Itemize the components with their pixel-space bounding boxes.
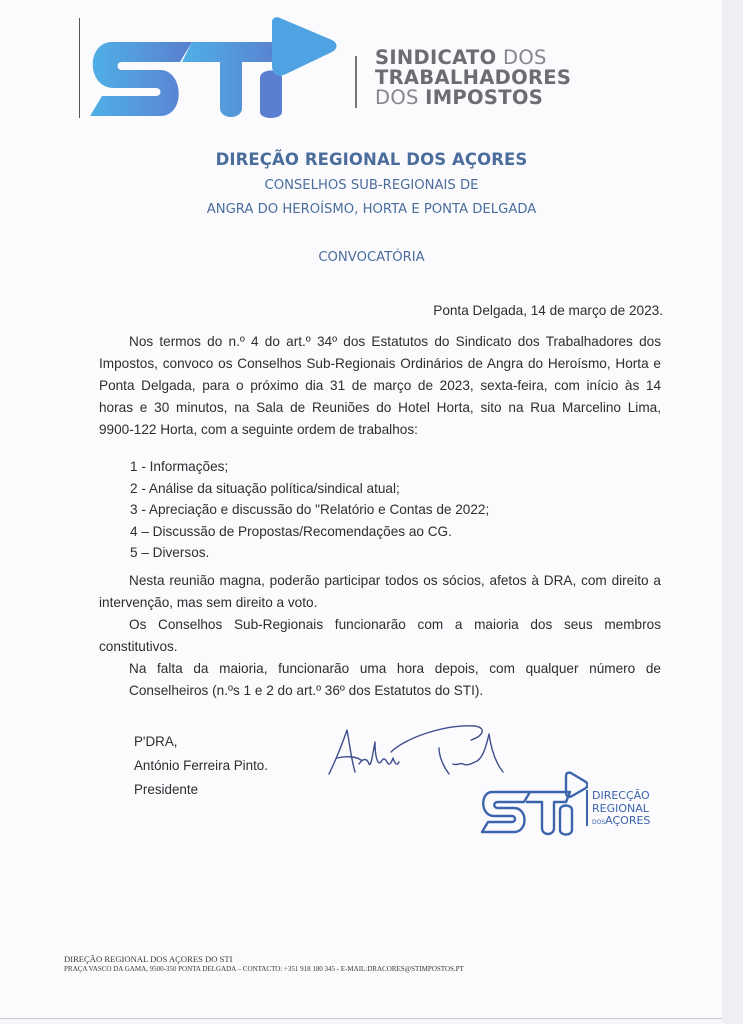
document-title: DIREÇÃO REGIONAL DOS AÇORES xyxy=(215,150,528,169)
regional-logo-line1: DIRECÇÃO xyxy=(592,789,650,802)
paragraph-line: 9900-122 Horta, com a seguinte ordem de trabalhos: xyxy=(99,422,418,437)
logo-divider xyxy=(355,56,357,108)
org-name-trabalhadores: TRABALHADORES xyxy=(375,66,572,89)
agenda-item: 5 – Diversos. xyxy=(130,545,210,561)
paragraph-line xyxy=(99,570,661,592)
agenda-item: 1 - Informações; xyxy=(130,459,229,474)
org-name xyxy=(375,48,571,108)
paragraph-line xyxy=(99,614,661,636)
paragraph-line: horas e 30 minutos, na Sala de Reuniões do Hotel Horta, sito na Rua Marcelino Lima, xyxy=(99,400,661,415)
paragraph-line: Conselheiros (n.ºs 1 e 2 do art.º 36º dos Estatutos do STI). xyxy=(129,683,484,698)
regional-logo-line3: AÇORES xyxy=(605,814,651,827)
sti-logo xyxy=(82,16,352,126)
signature-on-behalf: P'DRA, xyxy=(134,734,178,749)
agenda-list xyxy=(130,456,489,564)
document-type: CONVOCATÓRIA xyxy=(318,250,425,265)
footer-org: DIREÇÃO REGIONAL DOS AÇORES DO STI xyxy=(64,954,233,964)
header-rule xyxy=(79,18,80,118)
paragraph-line xyxy=(99,331,661,353)
paragraph-line: Impostos, convoco os Conselhos Sub-Regionais Ordinários de Angra do Heroísmo, Horta e xyxy=(99,356,661,371)
paragraph-convocation xyxy=(99,331,661,441)
document-subtitle-1: CONSELHOS SUB-REGIONAIS DE xyxy=(264,178,479,193)
footer-contact: PRAÇA VASCO DA GAMA, 9500-350 PONTA DELGADA – CONTACTO: +351 918 180 345 - E-MAIL:DRACORES@STIMPOSTOS.PT xyxy=(64,965,464,973)
paragraph-line: Ponta Delgada, para o próximo dia 31 de março de 2023, sexta-feira, com início às 14 xyxy=(99,378,661,393)
regional-logo-text xyxy=(592,790,650,830)
logo-letters: STI xyxy=(82,16,84,17)
signatory-role: Presidente xyxy=(134,782,199,797)
regional-sti-logo xyxy=(478,770,588,840)
agenda-item: 4 – Discussão de Propostas/Recomendações ao CG. xyxy=(130,523,452,539)
paragraph-participation xyxy=(99,570,661,614)
regional-logo-line2: REGIONAL xyxy=(592,801,649,815)
paragraph-fallback xyxy=(99,658,661,702)
regional-logo-divider xyxy=(586,790,588,826)
regional-logo-dos: DOS xyxy=(592,819,606,826)
signatory-name: António Ferreira Pinto. xyxy=(134,758,268,773)
paragraph-line-text: Nesta reunião magna, poderão participar todos os sócios, afetos à DRA, com direito a xyxy=(129,573,661,588)
paragraph-line-text: Na falta da maioria, funcionarão uma hora depois, com qualquer número de xyxy=(129,661,661,676)
agenda-item: 2 - Análise da situação política/sindical atual; xyxy=(130,480,400,496)
org-name-sindicato: SINDICATO xyxy=(375,46,497,69)
regional-logo-letters: STI xyxy=(478,770,480,771)
agenda-item: 3 - Apreciação e discussão do "Relatório e Contas de 2022; xyxy=(130,502,490,518)
paragraph-line-text: Os Conselhos Sub-Regionais funcionarão com a maioria dos seus membros xyxy=(129,617,661,632)
org-name-dos-2: DOS xyxy=(375,86,419,109)
date-line: Ponta Delgada, 14 de março de 2023. xyxy=(433,303,663,318)
paragraph-line: constitutivos. xyxy=(99,639,178,654)
org-name-dos-1: DOS xyxy=(503,46,547,69)
org-name-impostos: IMPOSTOS xyxy=(425,86,544,109)
paragraph-line-text: Nos termos do n.º 4 do art.º 34º dos Estatutos do Sindicato dos Trabalhadores dos xyxy=(129,334,661,349)
paragraph-quorum xyxy=(99,614,661,658)
document-subtitle-2: ANGRA DO HEROÍSMO, HORTA E PONTA DELGADA xyxy=(206,202,537,217)
paragraph-line: intervenção, mas sem direito a voto. xyxy=(99,595,318,610)
paragraph-line xyxy=(99,658,661,680)
